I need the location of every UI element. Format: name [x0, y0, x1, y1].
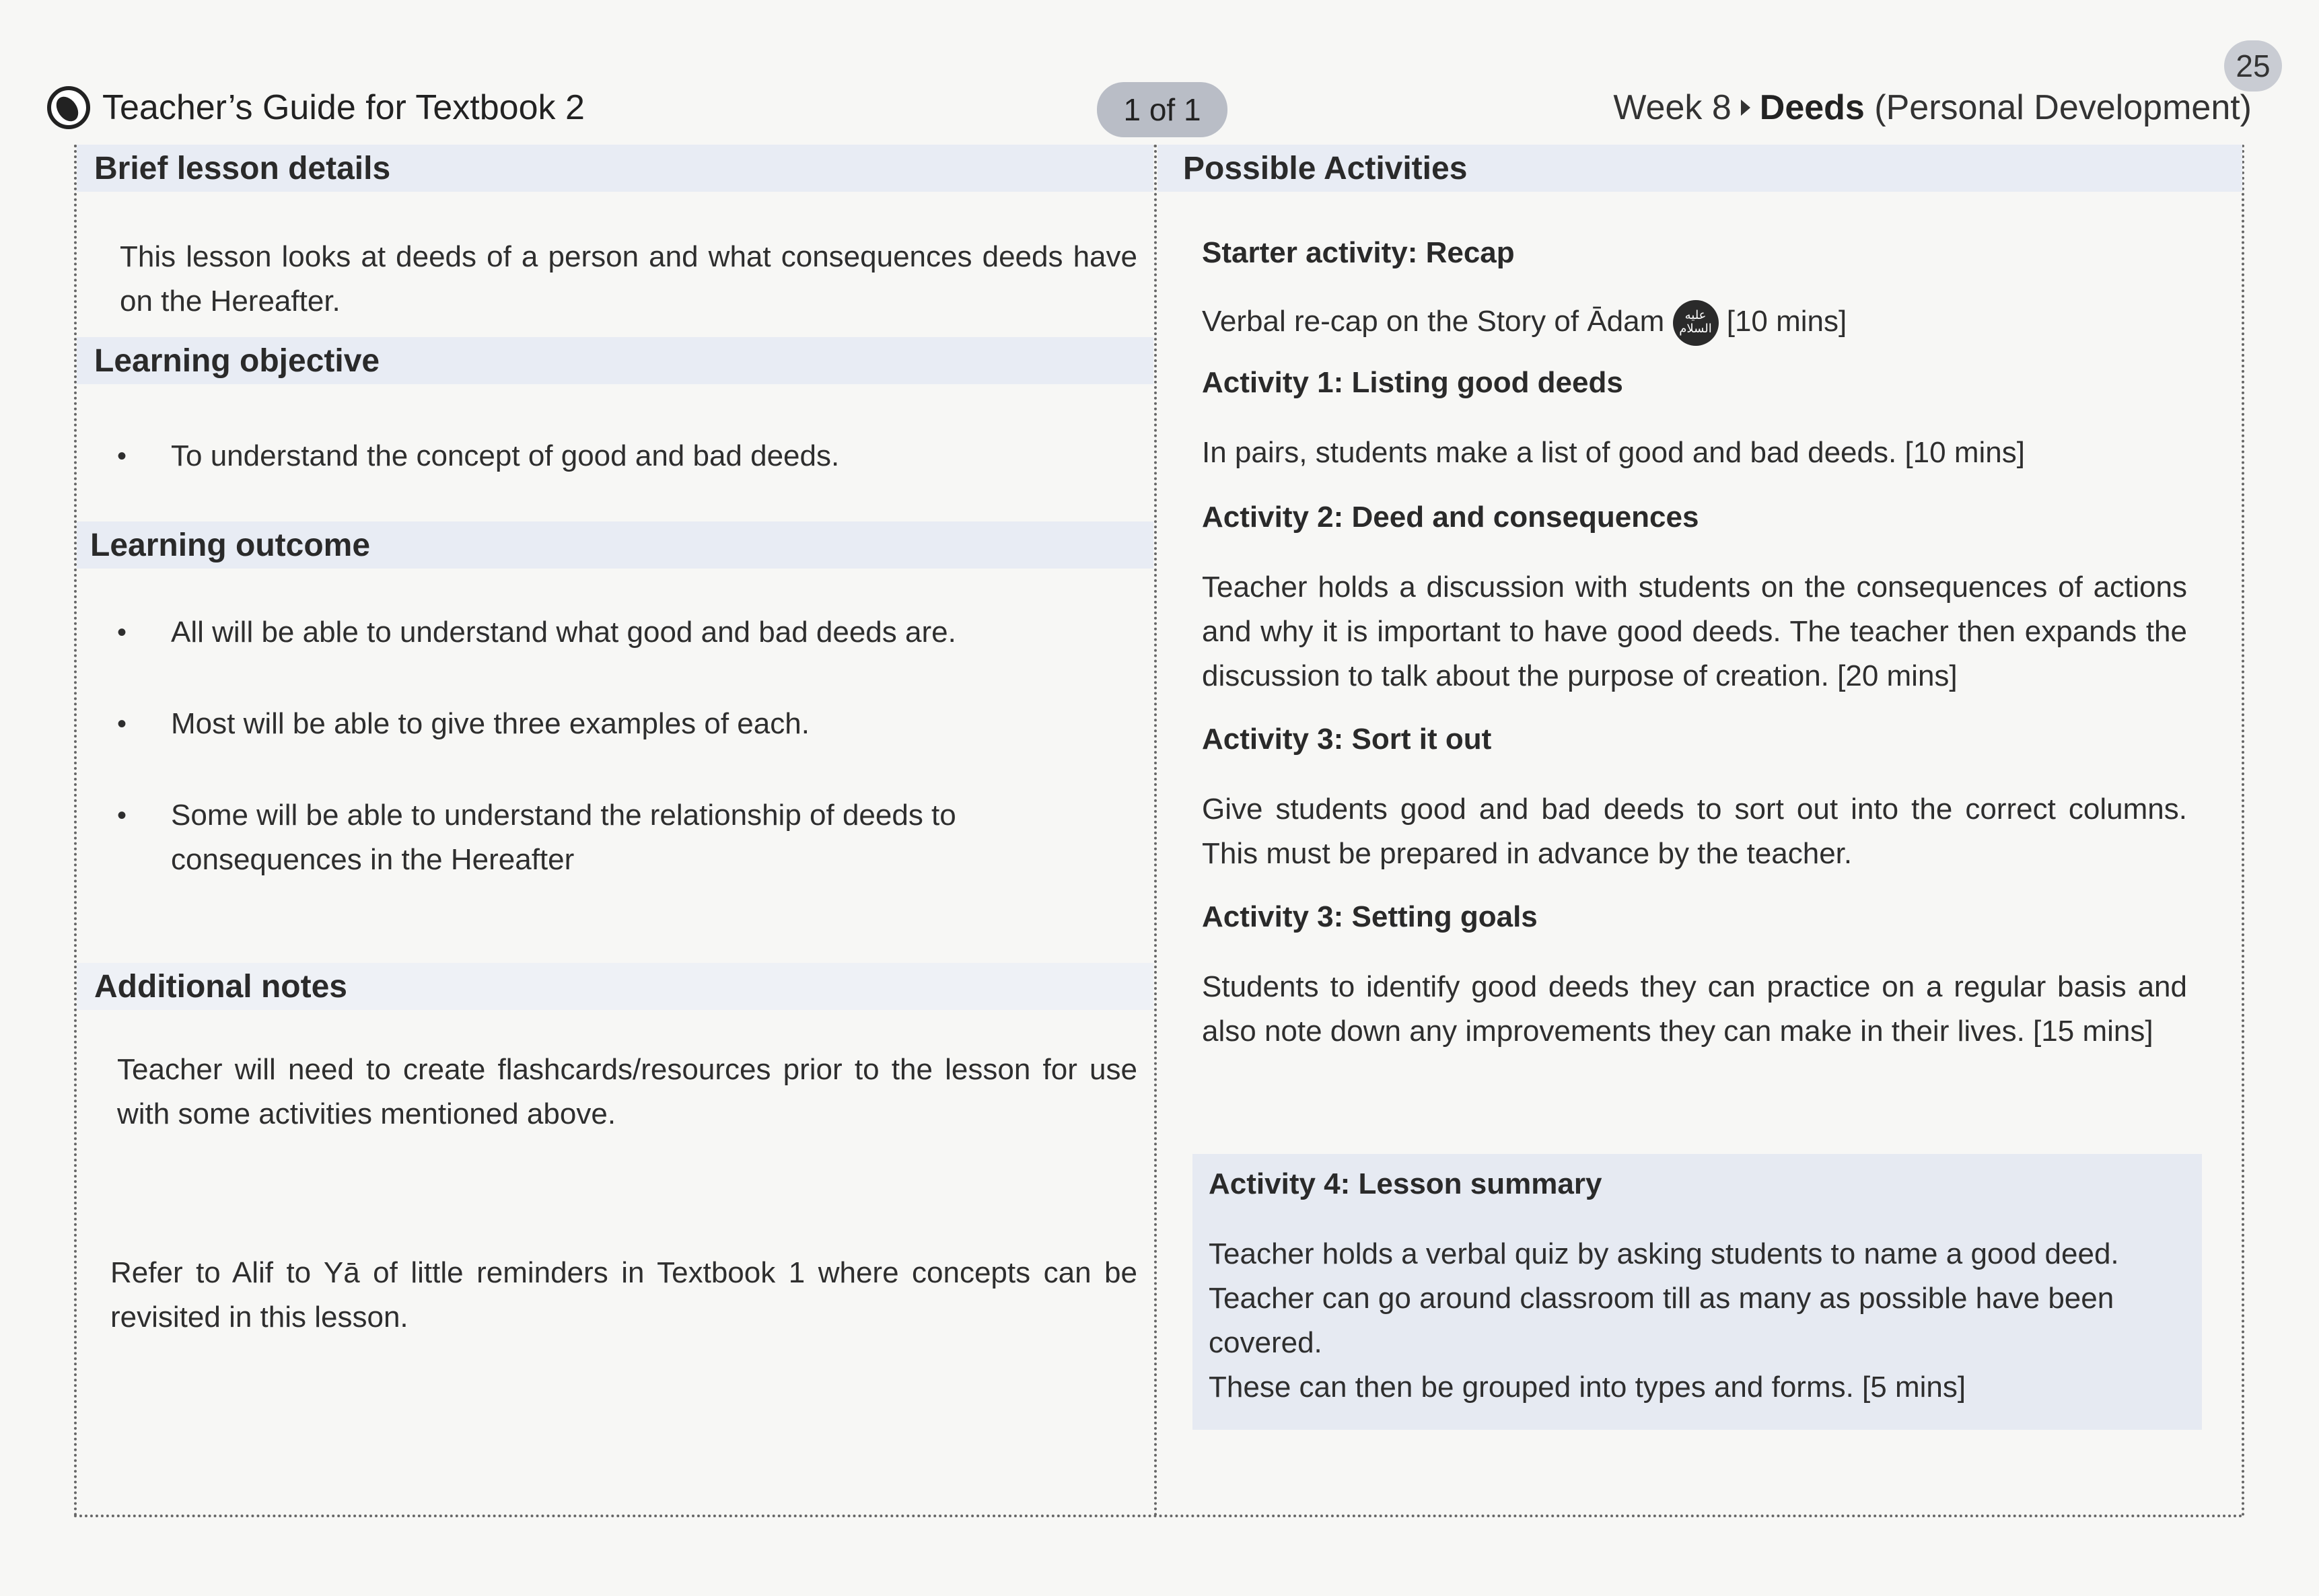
activities-heading: Possible Activities	[1157, 145, 2242, 192]
page-number: 25	[2224, 40, 2282, 92]
notes-text-1: Teacher will need to create flashcards/resources prior to the lesson for use with some activities mentioned above.	[117, 1053, 1137, 1130]
arrow-right-icon	[1741, 100, 1750, 116]
objective-heading: Learning objective	[77, 337, 1153, 384]
brief-text: This lesson looks at deeds of a person and what consequences deeds have on the Hereafter.	[120, 240, 1137, 318]
topic-title: Deeds	[1759, 88, 1865, 127]
activity-2-text: Teacher holds a discussion with students on the consequences of actions and why it is important to have good deeds. The teacher then expands the discussion to talk about the purpose of creation. [20 mins]	[1202, 571, 2187, 693]
activities-body	[1157, 192, 2242, 1054]
header-right	[1613, 87, 2252, 128]
list-item: • Some will be able to understand the relationship of deeds to consequences in the Hereafter	[77, 793, 1133, 882]
publisher-logo-icon	[47, 86, 90, 129]
activity-3b-text: Students to identify good deeds they can practice on a regular basis and also note down any improvements they can make in their lives. [15 mins]	[1202, 970, 2187, 1048]
objective-list	[77, 434, 1153, 478]
activity-1-text: In pairs, students make a list of good and bad deeds. [10 mins]	[1202, 436, 2025, 470]
list-item: • Most will be able to give three examples of each.	[77, 702, 1133, 746]
activity-1-title: Activity 1: Listing good deeds	[1202, 366, 1623, 400]
topic-detail: (Personal Development)	[1874, 88, 2252, 127]
header-title: Teacher’s Guide for Textbook 2	[102, 88, 585, 127]
list-item: • To understand the concept of good and bad deeds.	[77, 434, 1153, 478]
notes-text-2: Refer to Alif to Yā of little reminders in Textbook 1 where concepts can be revisited in this lesson.	[110, 1256, 1137, 1334]
activity-3b-title: Activity 3: Setting goals	[1202, 900, 1538, 934]
activity-4-line: Teacher holds a verbal quiz by asking students to name a good deed.	[1209, 1237, 2119, 1270]
outcome-list	[77, 610, 1153, 882]
activity-2-title: Activity 2: Deed and consequences	[1202, 501, 1699, 534]
column-divider	[1154, 145, 1157, 1517]
notes-heading: Additional notes	[77, 963, 1153, 1010]
page-counter[interactable]: 1 of 1	[1097, 82, 1227, 137]
activity-4-line: These can then be grouped into types and forms. [5 mins]	[1209, 1371, 1966, 1404]
week-label: Week 8	[1613, 88, 1732, 127]
outcome-heading: Learning outcome	[77, 521, 1153, 569]
activity-3-title: Activity 3: Sort it out	[1202, 723, 1492, 756]
starter-title: Starter activity: Recap	[1202, 236, 1515, 269]
starter-text	[1202, 299, 2187, 346]
left-column	[77, 145, 1153, 1340]
starter-time: [10 mins]	[1726, 305, 1847, 338]
activity-4-title: Activity 4: Lesson summary	[1209, 1167, 1602, 1200]
brief-heading: Brief lesson details	[77, 145, 1153, 192]
list-item: • All will be able to understand what good and bad deeds are.	[77, 610, 1133, 655]
header-left	[47, 81, 585, 135]
activity-4-line: Teacher can go around classroom till as many as possible have been covered.	[1209, 1282, 2114, 1359]
activity-3-text: Give students good and bad deeds to sort out into the correct columns. This must be prepared in advance by the teacher.	[1202, 793, 2187, 871]
starter-text-main: Verbal re-cap on the Story of Ādam	[1202, 305, 1665, 338]
honorific-icon: عليه السلام	[1673, 300, 1719, 346]
lesson-summary-box	[1192, 1154, 2202, 1430]
right-column	[1157, 145, 2242, 1404]
